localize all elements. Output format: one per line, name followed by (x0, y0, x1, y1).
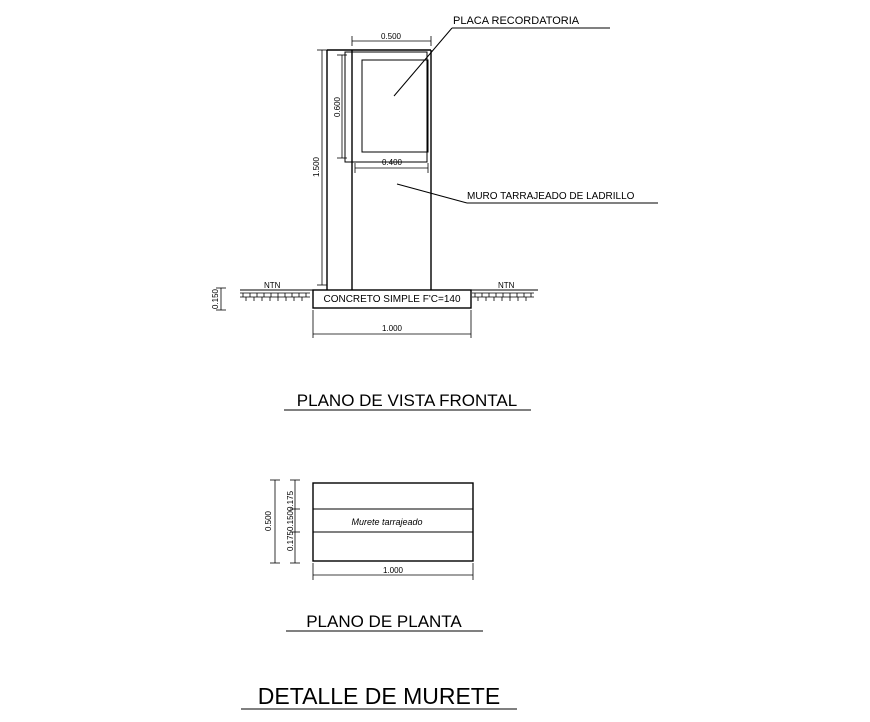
soil-hatch-left (240, 293, 310, 301)
leader-muro (397, 184, 467, 203)
label-muro: MURO TARRAJEADO DE LADRILLO (467, 191, 635, 202)
label-murete: Murete tarrajeado (351, 517, 423, 527)
dim-footing-width: 1.000 (381, 324, 403, 333)
soil-hatch-right (472, 293, 534, 301)
ntn-right: NTN (498, 281, 515, 290)
dim-plan-width: 1.000 (382, 566, 404, 575)
ntn-left: NTN (264, 281, 281, 290)
front-view (211, 15, 658, 410)
plan-view-title: PLANO DE PLANTA (306, 612, 462, 631)
label-placa: PLACA RECORDATORIA (453, 15, 580, 27)
dim-plate-height: 0.600 (333, 96, 342, 118)
dim-inner-width: 0.400 (381, 158, 403, 167)
front-view-title: PLANO DE VISTA FRONTAL (296, 391, 518, 410)
plate-inner (362, 60, 428, 152)
plan-view (264, 480, 483, 631)
dim-plate-width: 0.500 (380, 32, 402, 41)
main-title: DETALLE DE MURETE (257, 683, 501, 709)
dim-segments: 0.1750.1500.175 (286, 490, 295, 552)
dim-footing-height: 0.150 (211, 288, 220, 310)
dim-total-depth: 0.500 (264, 510, 273, 532)
label-concreto: CONCRETO SIMPLE F'C=140 (323, 294, 461, 305)
plate-outer (345, 52, 427, 162)
leader-placa (394, 28, 452, 96)
dim-wall-height: 1.500 (312, 156, 321, 178)
